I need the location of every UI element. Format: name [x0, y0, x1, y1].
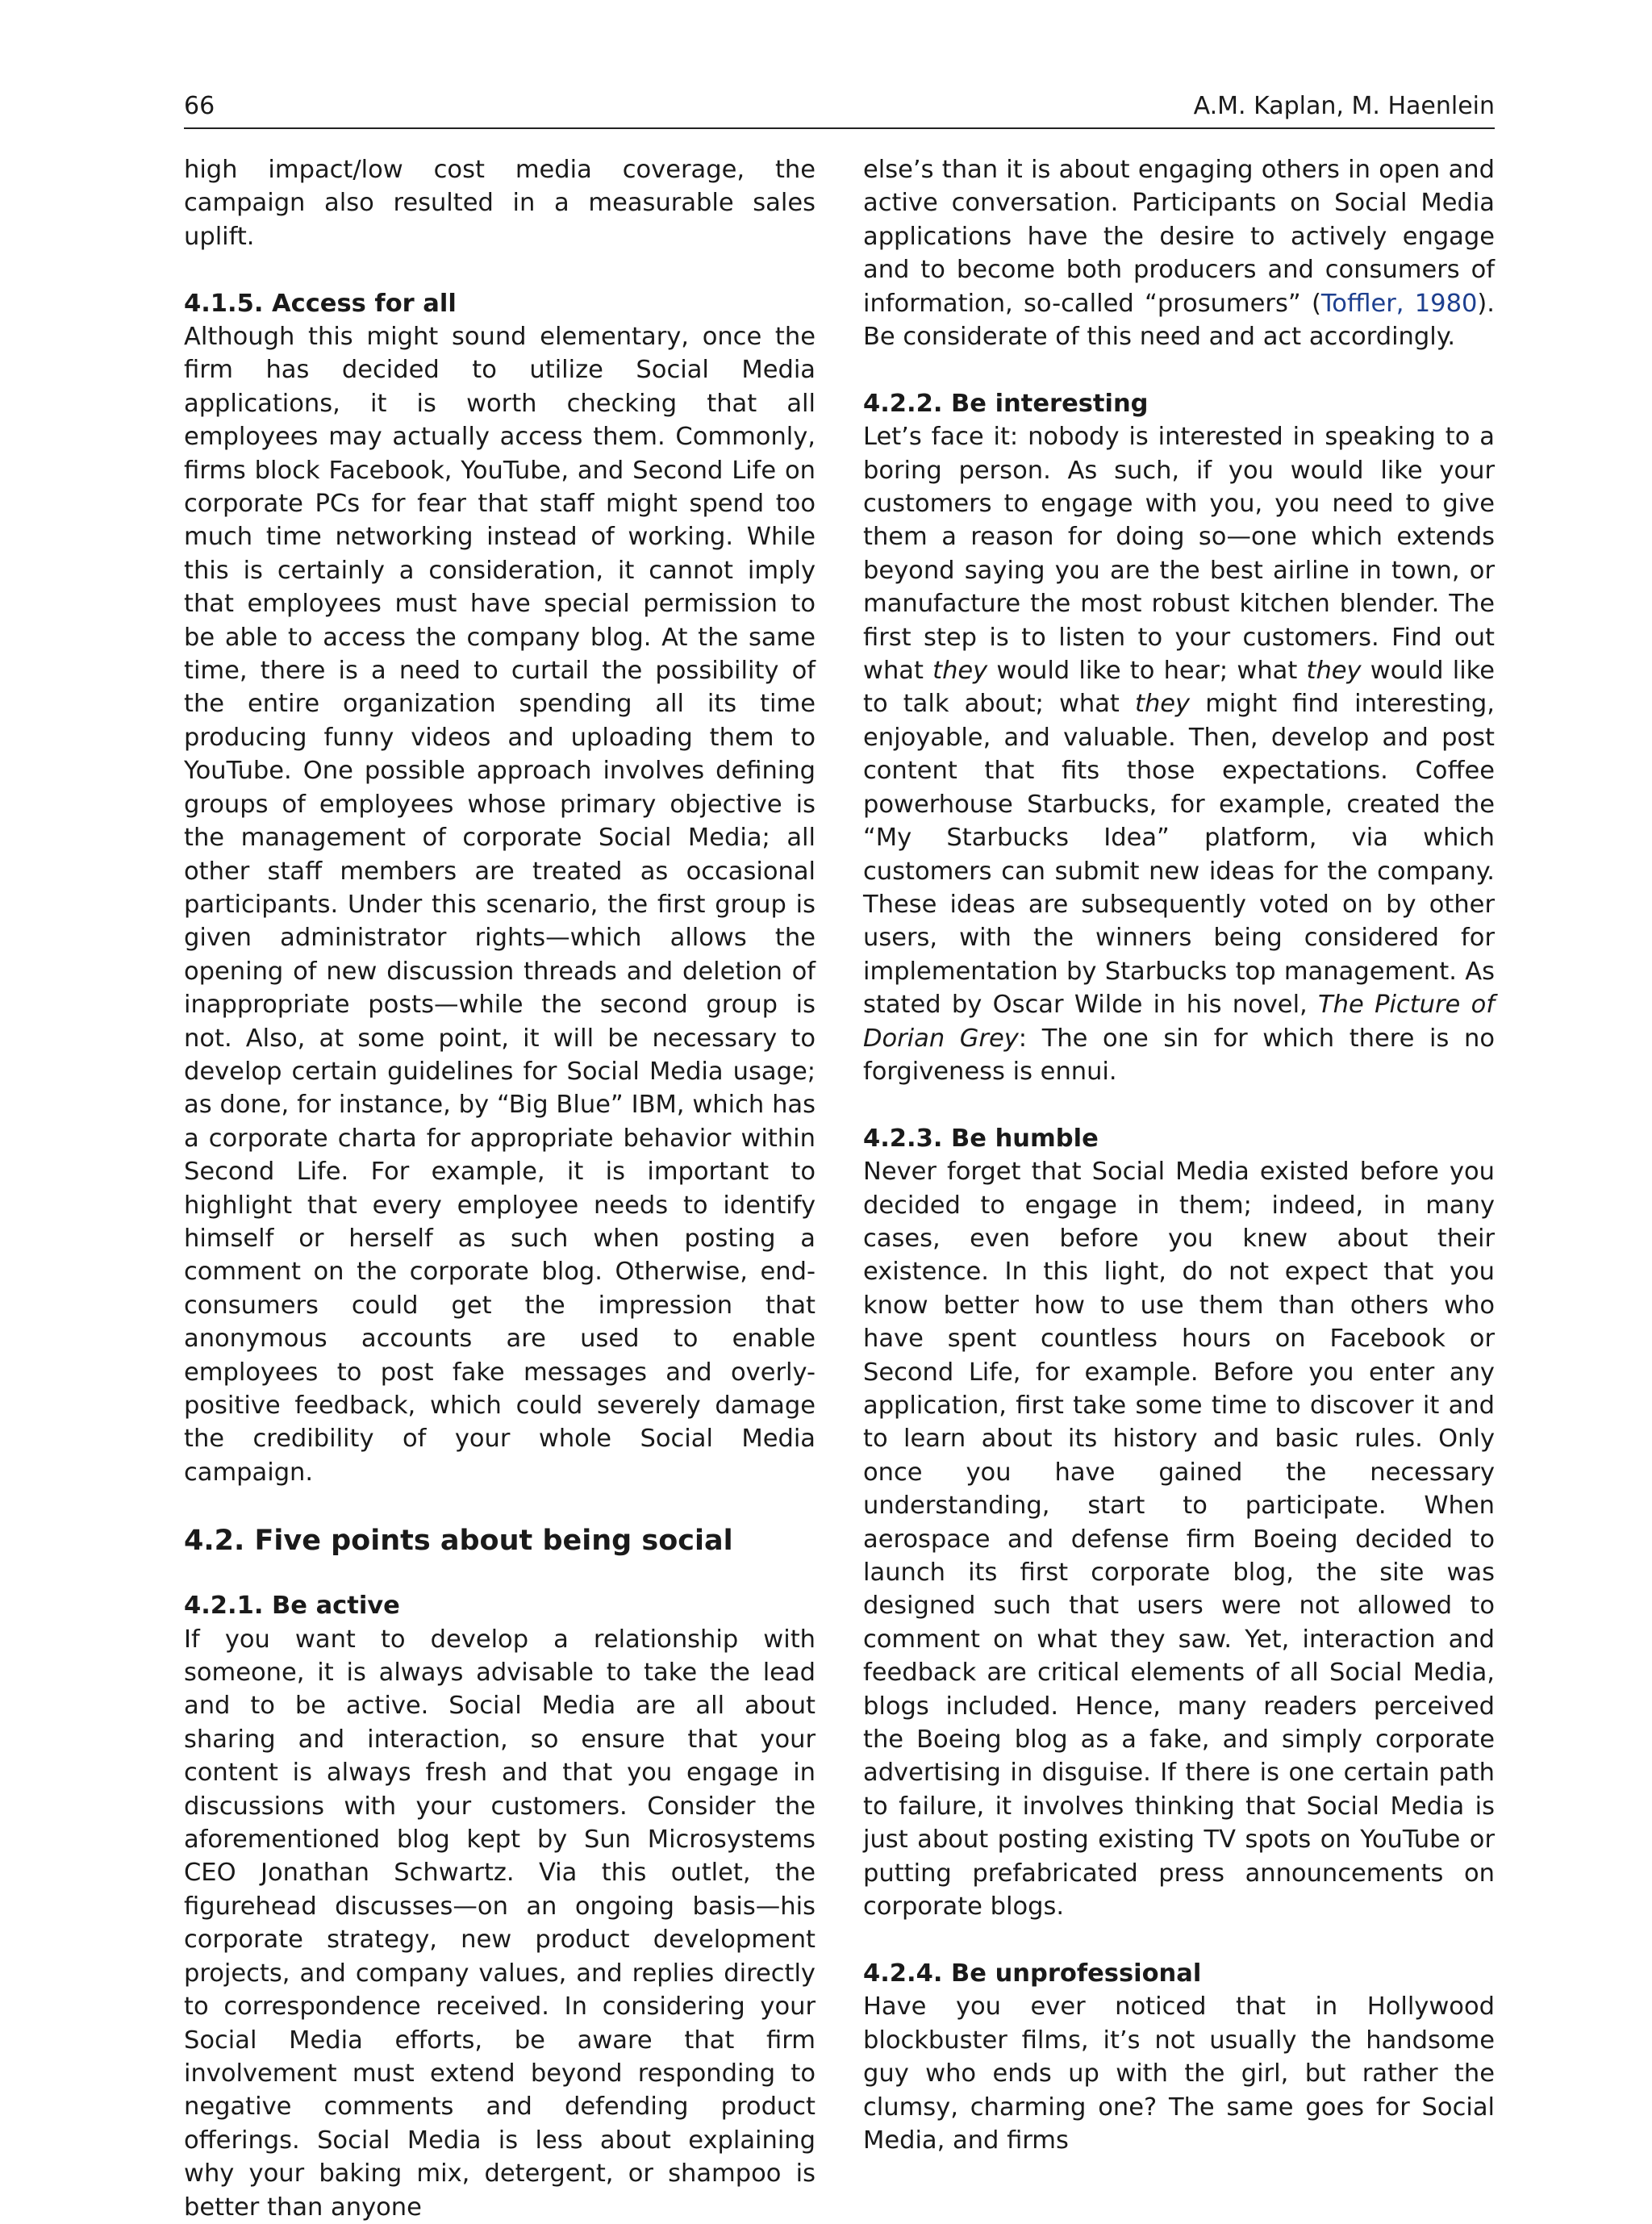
paragraph-be-interesting: Let’s face it: nobody is interested in speaking to a boring person. As such, if you would like your customers to engage with you, you need to give them a reason for doing so—one which extends beyond saying you are the best airline in town, or manufacture the most robust kitchen blender. The first step is to listen to your customers. Find out what they would like to hear; what they would like to talk about; what they might find interesting, enjoyable, and valuable. Then, develop and post content that fits those expectations. Coffee powerhouse Starbucks, for example, created the “My Starbucks Idea” platform, via which customers can submit new ideas for the company. These ideas are subsequently voted on by other users, with the winners being considered for implementation by Starbucks top management. As stated by Oscar Wilde in his novel, The Picture of Dorian Grey: The one sin for which there is no forgiveness is ennui.	[863, 423, 1496, 1086]
paragraph-campaign-end: high impact/low cost media coverage, the campaign also resulted in a measurable sales uplift.	[184, 156, 816, 251]
right-column	[863, 153, 1495, 2157]
heading-4-2: 4.2. Five points about being social	[184, 1525, 733, 1558]
heading-4-2-3: 4.2.3. Be humble	[863, 1124, 1099, 1153]
heading-4-1-5: 4.1.5. Access for all	[184, 289, 457, 318]
heading-4-2-4: 4.2.4. Be unprofessional	[863, 1959, 1202, 1988]
paragraph-be-unprofessional: Have you ever noticed that in Hollywood blockbuster films, it’s not usually the handsome guy who ends up with the girl, but rather the clumsy, charming one? The same goes for Social Media, and firms	[863, 1992, 1495, 2155]
heading-4-2-1: 4.2.1. Be active	[184, 1592, 400, 1621]
paragraph-prosumers: else’s than it is about engaging others in open and active conversation. Participants on Social Media applications have the desire to actively engage and to become both producers and consumers of information, so-called “prosumers” (Toffler, 1980). Be considerate of this need and act accordingly.	[863, 156, 1495, 352]
heading-4-2-2: 4.2.2. Be interesting	[863, 389, 1149, 418]
running-header	[184, 90, 1495, 129]
paragraph-be-humble: Never forget that Social Media existed before you decided to engage in them; indeed, in many cases, even before you knew about their existence. In this light, do not expect that you know better how to use them than others who have spent countless hours on Facebook or Second Life, for example. Before you enter any application, first take some time to discover it and to learn about its history and basic rules. Only once you have gained the necessary understanding, start to participate. When aerospace and defense firm Boeing decided to launch its first corporate blog, the site was designed such that users were not allowed to comment on what they saw. Yet, interaction and feedback are critical elements of all Social Media, blogs included. Hence, many readers perceived the Boeing blog as a fake, and simply corporate advertising in disguise. If there is one certain path to failure, it involves thinking that Social Media is just about posting existing TV spots on YouTube or putting prefabricated press announcements on corporate blogs.	[863, 1158, 1495, 1921]
citation-link-toffler[interactable]: Toffler, 1980	[1320, 289, 1478, 318]
header-authors: A.M. Kaplan, M. Haenlein	[1193, 92, 1495, 120]
left-column	[184, 153, 816, 2224]
paragraph-be-active: If you want to develop a relationship with someone, it is always advisable to take the lead and to be active. Social Media are all about sharing and interaction, so ensure that your content is always fresh and that you engage in discussions with your customers. Consider the aforementioned blog kept by Sun Microsystems CEO Jonathan Schwartz. Via this outlet, the figurehead discusses—on an ongoing basis—his corporate strategy, new product development projects, and company values, and replies directly to correspondence received. In considering your Social Media efforts, be aware that firm involvement must extend beyond responding to negative comments and defending product offerings. Social Media is less about explaining why your baking mix, detergent, or shampoo is better than anyone	[184, 1625, 816, 2222]
paragraph-access-for-all: Although this might sound elementary, once the firm has decided to utilize Social Media applications, it is worth checking that all employees may actually access them. Commonly, firms block Facebook, YouTube, and Second Life on corporate PCs for fear that staff might spend too much time networking instead of working. While this is certainly a consideration, it cannot imply that employees must have special permission to be able to access the company blog. At the same time, there is a need to curtail the possibility of the entire organization spending all its time producing funny videos and uploading them to YouTube. One possible approach involves defining groups of employees whose primary objective is the management of corporate Social Media; all other staff members are treated as occasional participants. Under this scenario, the first group is given administrator rights—which allows the opening of new discussion threads and deletion of inappropriate posts—while the second group is not. Also, at some point, it will be necessary to develop certain guidelines for Social Media usage; as done, for instance, by “Big Blue” IBM, which has a corporate charta for appropriate behavior within Second Life. For example, it is important to highlight that every employee needs to identify himself or herself as such when posting a comment on the corporate blog. Otherwise, end-consumers could get the impression that anonymous accounts are used to enable employees to post fake messages and overly-positive feedback, which could severely damage the credibility of your whole Social Media campaign.	[184, 323, 816, 1487]
book-title: The Picture of Dorian Grey	[863, 991, 1495, 1053]
page-number: 66	[184, 92, 215, 120]
